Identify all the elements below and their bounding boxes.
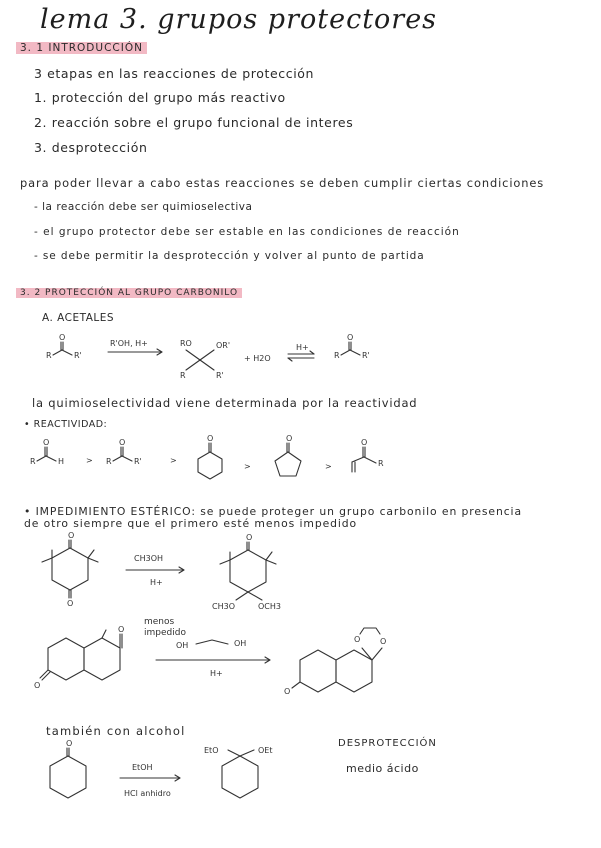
double-bond xyxy=(40,670,48,678)
section-heading-introduccion xyxy=(16,42,147,54)
condition-bullet: - la reacción debe ser quimioselectiva xyxy=(34,201,253,213)
ketone-r-label: R xyxy=(106,457,112,466)
bond xyxy=(53,350,62,355)
aldehyde-h-label: H xyxy=(58,457,65,466)
carbonyl-r2-label: R' xyxy=(74,351,82,360)
menos-impedido-note: menos xyxy=(144,617,175,627)
condition-bullet: - se debe permitir la desprotección y volver al punto de partida xyxy=(34,250,425,262)
alcohol-note: también con alcohol xyxy=(46,724,186,738)
o-label: O xyxy=(246,533,253,542)
double-bond xyxy=(292,682,300,688)
methyl xyxy=(266,560,276,564)
product-right-label: OCH3 xyxy=(258,602,281,611)
conditions-intro: para poder llevar a cabo estas reacciones se deben cumplir ciertas condiciones xyxy=(20,176,545,190)
o-label: O xyxy=(43,438,50,447)
bond xyxy=(122,456,132,461)
monoketal-ring xyxy=(230,550,266,592)
methyl xyxy=(220,560,230,564)
acetal-formation-scheme xyxy=(0,330,601,380)
bond xyxy=(62,350,72,355)
intro-line: 3 etapas en las reacciones de protección xyxy=(34,66,315,81)
condition-bullet: - el grupo protector debe ser estable en las condiciones de reacción xyxy=(34,226,460,238)
o-label: O xyxy=(68,531,75,540)
aldehyde-r-label: R xyxy=(30,457,36,466)
bond xyxy=(46,456,56,461)
intro-line: 3. desprotección xyxy=(34,140,148,155)
carbonyl-r-label: R xyxy=(334,351,340,360)
bond xyxy=(236,592,248,600)
acetal-ro-label: RO xyxy=(180,339,192,348)
intro-line: 2. reacción sobre el grupo funcional de interes xyxy=(34,115,354,130)
cyclohexanone-ring xyxy=(198,452,222,479)
section-heading-text: 3. 1 INTRODUCCIÓN xyxy=(16,42,147,54)
product-ketal-ring xyxy=(336,650,372,692)
greater-than: > xyxy=(325,462,332,471)
cyclopentanone-ring xyxy=(275,452,301,476)
o-label: O xyxy=(66,739,73,748)
deprotection-medium: medio ácido xyxy=(346,762,419,775)
product-right-label: OEt xyxy=(258,746,273,755)
o-label: O xyxy=(119,438,126,447)
acetal-or-label: OR' xyxy=(216,341,231,350)
bond xyxy=(37,456,46,461)
bond xyxy=(228,750,240,756)
reagent-top-label: EtOH xyxy=(132,763,153,772)
reagent-bottom-label: H+ xyxy=(150,578,163,587)
methyl xyxy=(266,552,272,560)
product-left-label: CH3O xyxy=(212,602,235,611)
enone-r-label: R xyxy=(378,459,384,468)
carbonyl-r-label: R xyxy=(46,351,52,360)
reagent-bottom-label: HCl anhidro xyxy=(124,789,171,798)
dioxolane-protection-scheme xyxy=(0,618,601,698)
o-label: O xyxy=(34,681,41,690)
reagent-top-label: CH3OH xyxy=(134,554,164,563)
bond xyxy=(248,592,262,600)
deprotection-title: DESPROTECCIÓN xyxy=(338,738,437,749)
methyl xyxy=(102,630,106,638)
bond xyxy=(200,360,214,370)
cyclohexanone-ring xyxy=(50,756,86,798)
o-label: O xyxy=(361,438,368,447)
reagent-oh-label: OH xyxy=(176,641,189,650)
equilibrium-catalyst: H+ xyxy=(296,343,309,352)
bond xyxy=(240,750,254,756)
bond xyxy=(372,648,382,660)
greater-than: > xyxy=(244,462,251,471)
o-label: O xyxy=(284,687,291,696)
bond xyxy=(364,457,376,463)
ethylene-glycol-chain xyxy=(196,640,228,644)
bond xyxy=(341,350,350,355)
reagent-label: R'OH, H+ xyxy=(110,339,148,348)
section-heading-proteccion xyxy=(16,288,242,298)
steric-line: • IMPEDIMIENTO ESTÉRICO: se puede proteger un grupo carbonilo en presencia xyxy=(24,505,522,518)
methyl xyxy=(88,550,94,558)
o-label: O xyxy=(118,625,125,634)
o-label: O xyxy=(286,434,293,443)
ketone-ring xyxy=(84,638,120,680)
intro-line: 1. protección del grupo más reactivo xyxy=(34,90,286,105)
bond xyxy=(350,350,360,355)
product-enone-ring xyxy=(300,650,336,692)
chemoselectivity-note: la quimioselectividad viene determinada por la reactividad xyxy=(32,396,418,410)
steric-line: de otro siempre que el primero esté menos impedido xyxy=(24,517,358,530)
bond xyxy=(186,360,200,370)
bond xyxy=(200,350,214,360)
methyl xyxy=(42,558,52,562)
subsection-acetales: A. ACETALES xyxy=(42,312,115,324)
selective-protection-scheme xyxy=(0,531,601,618)
greater-than: > xyxy=(170,456,177,465)
section-heading-text: 3. 2 PROTECCIÓN AL GRUPO CARBONILO xyxy=(16,288,242,298)
reactivity-series xyxy=(0,432,601,482)
reactivity-label: • REACTIVIDAD: xyxy=(24,419,108,430)
double-bond xyxy=(42,672,50,680)
menos-impedido-note: impedido xyxy=(144,628,186,638)
carbonyl-r2-label: R' xyxy=(362,351,370,360)
acetal-r2-label: R' xyxy=(216,371,224,380)
carbonyl-o-label: O xyxy=(59,333,66,342)
o-label: O xyxy=(207,434,214,443)
water-label: + H2O xyxy=(244,354,271,363)
product-left-label: EtO xyxy=(204,746,219,755)
greater-than: > xyxy=(86,456,93,465)
o-label: O xyxy=(380,637,387,646)
catalyst-label: H+ xyxy=(210,669,223,678)
o-label: O xyxy=(67,599,74,608)
dioxolane-bridge xyxy=(360,628,380,634)
carbonyl-o-label: O xyxy=(347,333,354,342)
bond xyxy=(352,457,364,462)
reagent-oh-label: OH xyxy=(234,639,247,648)
cyclohexanedione-ring xyxy=(52,548,88,590)
acetal-r-label: R xyxy=(180,371,186,380)
enone-ring xyxy=(48,638,84,680)
bond xyxy=(113,456,122,461)
bond xyxy=(186,350,200,360)
diethylketal-ring xyxy=(222,756,258,798)
page-title: lema 3. grupos protectores xyxy=(40,4,438,35)
o-label: O xyxy=(354,635,361,644)
bond xyxy=(362,648,372,660)
methyl xyxy=(88,558,98,562)
ketone-r2-label: R' xyxy=(134,457,142,466)
